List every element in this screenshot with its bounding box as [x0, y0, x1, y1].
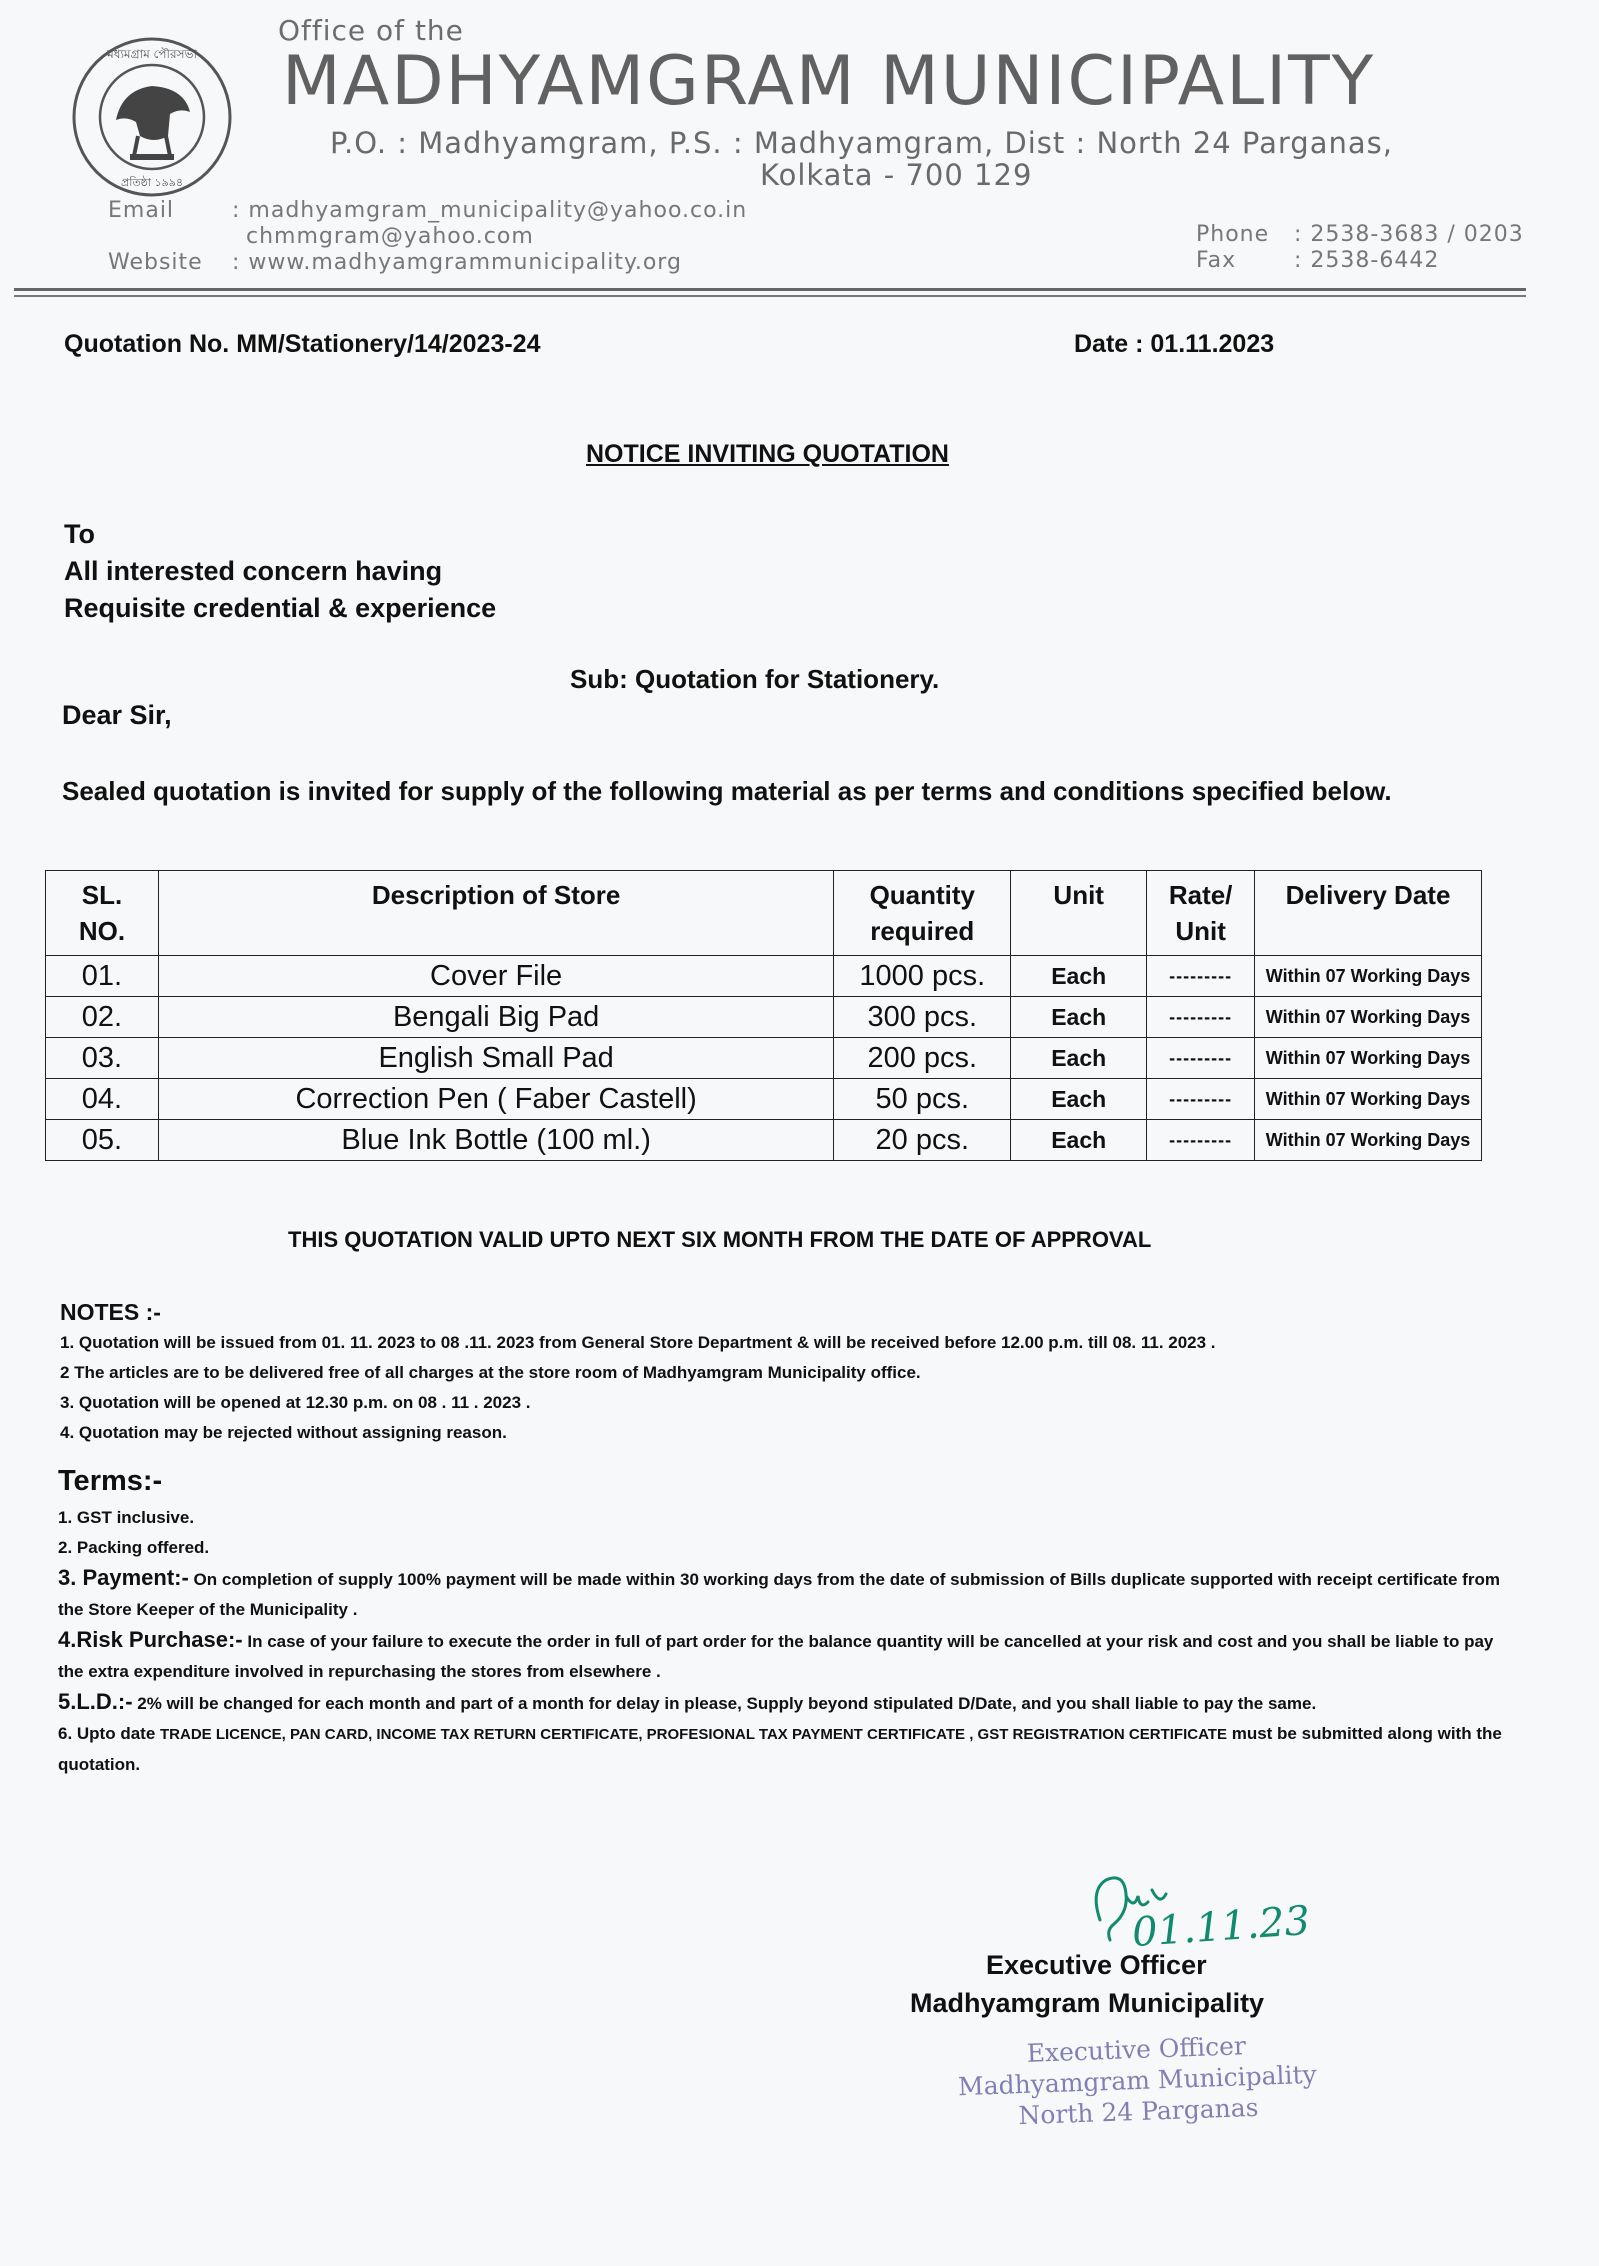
addressee-line: To — [64, 519, 95, 549]
col-header-description: Description of Store — [158, 871, 833, 956]
cell-rate: --------- — [1147, 1120, 1255, 1161]
salutation: Dear Sir, — [62, 700, 172, 730]
subject-line: Sub: Quotation for Stationery. — [570, 664, 940, 694]
term-item — [58, 1687, 1508, 1719]
cell-description: Correction Pen ( Faber Castell) — [158, 1079, 833, 1120]
term-item: 2. Packing offered. — [58, 1538, 210, 1557]
cell-description: Blue Ink Bottle (100 ml.) — [158, 1120, 833, 1161]
stamp-line: North 24 Parganas — [1017, 2092, 1259, 2131]
cell-unit: Each — [1011, 1079, 1147, 1120]
note-item: 4. Quotation may be rejected without assigning reason. — [60, 1423, 507, 1442]
cell-description: Cover File — [158, 956, 833, 997]
website-url: : www.madhyamgrammunicipality.org — [232, 250, 682, 275]
seal-text-bottom: প্রতিষ্ঠা ১৯৯৪ — [120, 176, 184, 189]
term-item: 1. GST inclusive. — [58, 1508, 195, 1527]
municipality-seal-logo — [52, 32, 252, 202]
note-item: 3. Quotation will be opened at 12.30 p.m. on 08 . 11 . 2023 . — [60, 1393, 531, 1412]
term-text: must be submitted along with the quotation. — [58, 1724, 1502, 1774]
note-item: 2 The articles are to be delivered free of all charges at the store room of Madhyamgram Municipality office. — [60, 1363, 921, 1382]
cell-unit: Each — [1011, 997, 1147, 1038]
intro-paragraph: Sealed quotation is invited for supply of the following material as per terms and conditions specified below. — [62, 776, 1392, 806]
letterhead-contact-block — [108, 198, 747, 276]
letterhead-address-line-1: P.O. : Madhyamgram, P.S. : Madhyamgram, Dist : North 24 Parganas, — [330, 126, 1393, 160]
stamp-line: Executive Officer — [1026, 2031, 1247, 2068]
validity-statement: THIS QUOTATION VALID UPTO NEXT SIX MONTH FROM THE DATE OF APPROVAL — [288, 1227, 1152, 1252]
cell-quantity: 300 pcs. — [834, 997, 1011, 1038]
table-row — [46, 997, 1482, 1038]
cell-delivery: Within 07 Working Days — [1255, 1038, 1482, 1079]
col-header-quantity: Quantity required — [834, 871, 1011, 956]
term-text: In case of your failure to execute the order in full of part order for the balance quantity will be cancelled at your risk and cost and you shall be liable to pay the extra expenditure involved in repurchasing the stores from elsewhere . — [58, 1632, 1494, 1681]
fax-label: Fax — [1196, 248, 1237, 273]
notes-list — [60, 1328, 1216, 1448]
cell-rate: --------- — [1147, 1038, 1255, 1079]
col-header-sl: SL. NO. — [46, 871, 159, 956]
email-secondary: chmmgram@yahoo.com — [246, 224, 534, 249]
terms-heading: Terms:- — [58, 1465, 163, 1497]
cell-delivery: Within 07 Working Days — [1255, 956, 1482, 997]
signatory-org: Madhyamgram Municipality — [910, 1988, 1265, 2018]
signature-date: 01.11.23 — [1130, 1897, 1312, 1957]
term-item — [58, 1719, 1508, 1780]
term-text: 2% will be changed for each month and part of a month for delay in please, Supply beyond stipulated D/Date, and you shall liable to pay the same. — [132, 1694, 1317, 1713]
cell-sl: 05. — [46, 1120, 159, 1161]
cell-quantity: 200 pcs. — [834, 1038, 1011, 1079]
table-row — [46, 1079, 1482, 1120]
cell-unit: Each — [1011, 1038, 1147, 1079]
email-spacer — [108, 224, 232, 250]
term-item — [58, 1625, 1508, 1687]
term-item — [58, 1563, 1508, 1625]
email-label: Email — [108, 198, 175, 223]
term-text: 6. Upto date — [58, 1724, 161, 1743]
stamp-line: Madhyamgram Municipality — [957, 2059, 1318, 2102]
cell-delivery: Within 07 Working Days — [1255, 1079, 1482, 1120]
table-row — [46, 1120, 1482, 1161]
term-label: 5.L.D.:- — [58, 1689, 133, 1714]
term-label: 3. Payment:- — [58, 1565, 189, 1590]
letterhead-divider — [14, 288, 1526, 291]
table-row — [46, 1038, 1482, 1079]
letterhead-phone-block — [1196, 222, 1524, 274]
letterhead-divider-thin — [14, 295, 1526, 297]
term-text-documents: TRADE LICENCE, PAN CARD, INCOME TAX RETURN CERTIFICATE, PROFESIONAL TAX PAYMENT CERTIFICATE , GST REGISTRATION CERTIFICATE — [160, 1726, 1227, 1743]
official-stamp — [956, 2028, 1318, 2133]
col-header-rate: Rate/ Unit — [1147, 871, 1255, 956]
cell-sl: 04. — [46, 1079, 159, 1120]
cell-description: English Small Pad — [158, 1038, 833, 1079]
cell-rate: --------- — [1147, 1079, 1255, 1120]
quotation-number: Quotation No. MM/Stationery/14/2023-24 — [64, 330, 541, 358]
addressee-line: All interested concern having — [64, 556, 443, 586]
table-row — [46, 956, 1482, 997]
cell-description: Bengali Big Pad — [158, 997, 833, 1038]
cell-sl: 02. — [46, 997, 159, 1038]
note-item: 1. Quotation will be issued from 01. 11. 2023 to 08 .11. 2023 from General Store Department & will be received before 12.00 p.m. till 08. 11. 2023 . — [60, 1333, 1216, 1352]
cell-quantity: 50 pcs. — [834, 1079, 1011, 1120]
phone-label: Phone — [1196, 222, 1270, 247]
cell-unit: Each — [1011, 956, 1147, 997]
fax-number: : 2538-6442 — [1294, 248, 1440, 273]
cell-rate: --------- — [1147, 997, 1255, 1038]
cell-sl: 03. — [46, 1038, 159, 1079]
cell-unit: Each — [1011, 1120, 1147, 1161]
notes-heading: NOTES :- — [60, 1299, 161, 1325]
terms-list — [58, 1503, 1508, 1780]
cell-quantity: 1000 pcs. — [834, 956, 1011, 997]
addressee-line: Requisite credential & experience — [64, 593, 497, 623]
quotation-date: Date : 01.11.2023 — [1074, 330, 1275, 358]
phone-number: : 2538-3683 / 0203 — [1294, 222, 1524, 247]
email-primary: : madhyamgram_municipality@yahoo.co.in — [232, 198, 748, 223]
signatory-title: Executive Officer — [986, 1950, 1207, 1980]
notice-title: NOTICE INVITING QUOTATION — [586, 440, 949, 468]
cell-delivery: Within 07 Working Days — [1255, 997, 1482, 1038]
table-header-row — [46, 871, 1482, 956]
cell-delivery: Within 07 Working Days — [1255, 1120, 1482, 1161]
cell-sl: 01. — [46, 956, 159, 997]
website-label: Website — [108, 250, 203, 275]
letterhead-municipality-name: MADHYAMGRAM MUNICIPALITY — [282, 42, 1376, 121]
items-table — [45, 870, 1482, 1161]
cell-quantity: 20 pcs. — [834, 1120, 1011, 1161]
cell-rate: --------- — [1147, 956, 1255, 997]
seal-text-top: মধ্যমগ্রাম পৌরসভা — [107, 47, 197, 61]
term-text: On completion of supply 100% payment will be made within 30 working days from the date of submission of Bills duplicate supported with receipt certificate from the Store Keeper of the Municipality . — [58, 1570, 1500, 1619]
col-header-unit: Unit — [1011, 871, 1147, 956]
addressee-block — [64, 516, 496, 627]
col-header-delivery: Delivery Date — [1255, 871, 1482, 956]
term-label: 4.Risk Purchase:- — [58, 1627, 243, 1652]
letterhead-office-of: Office of the — [278, 14, 464, 47]
letterhead-address-line-2: Kolkata - 700 129 — [760, 158, 1033, 192]
